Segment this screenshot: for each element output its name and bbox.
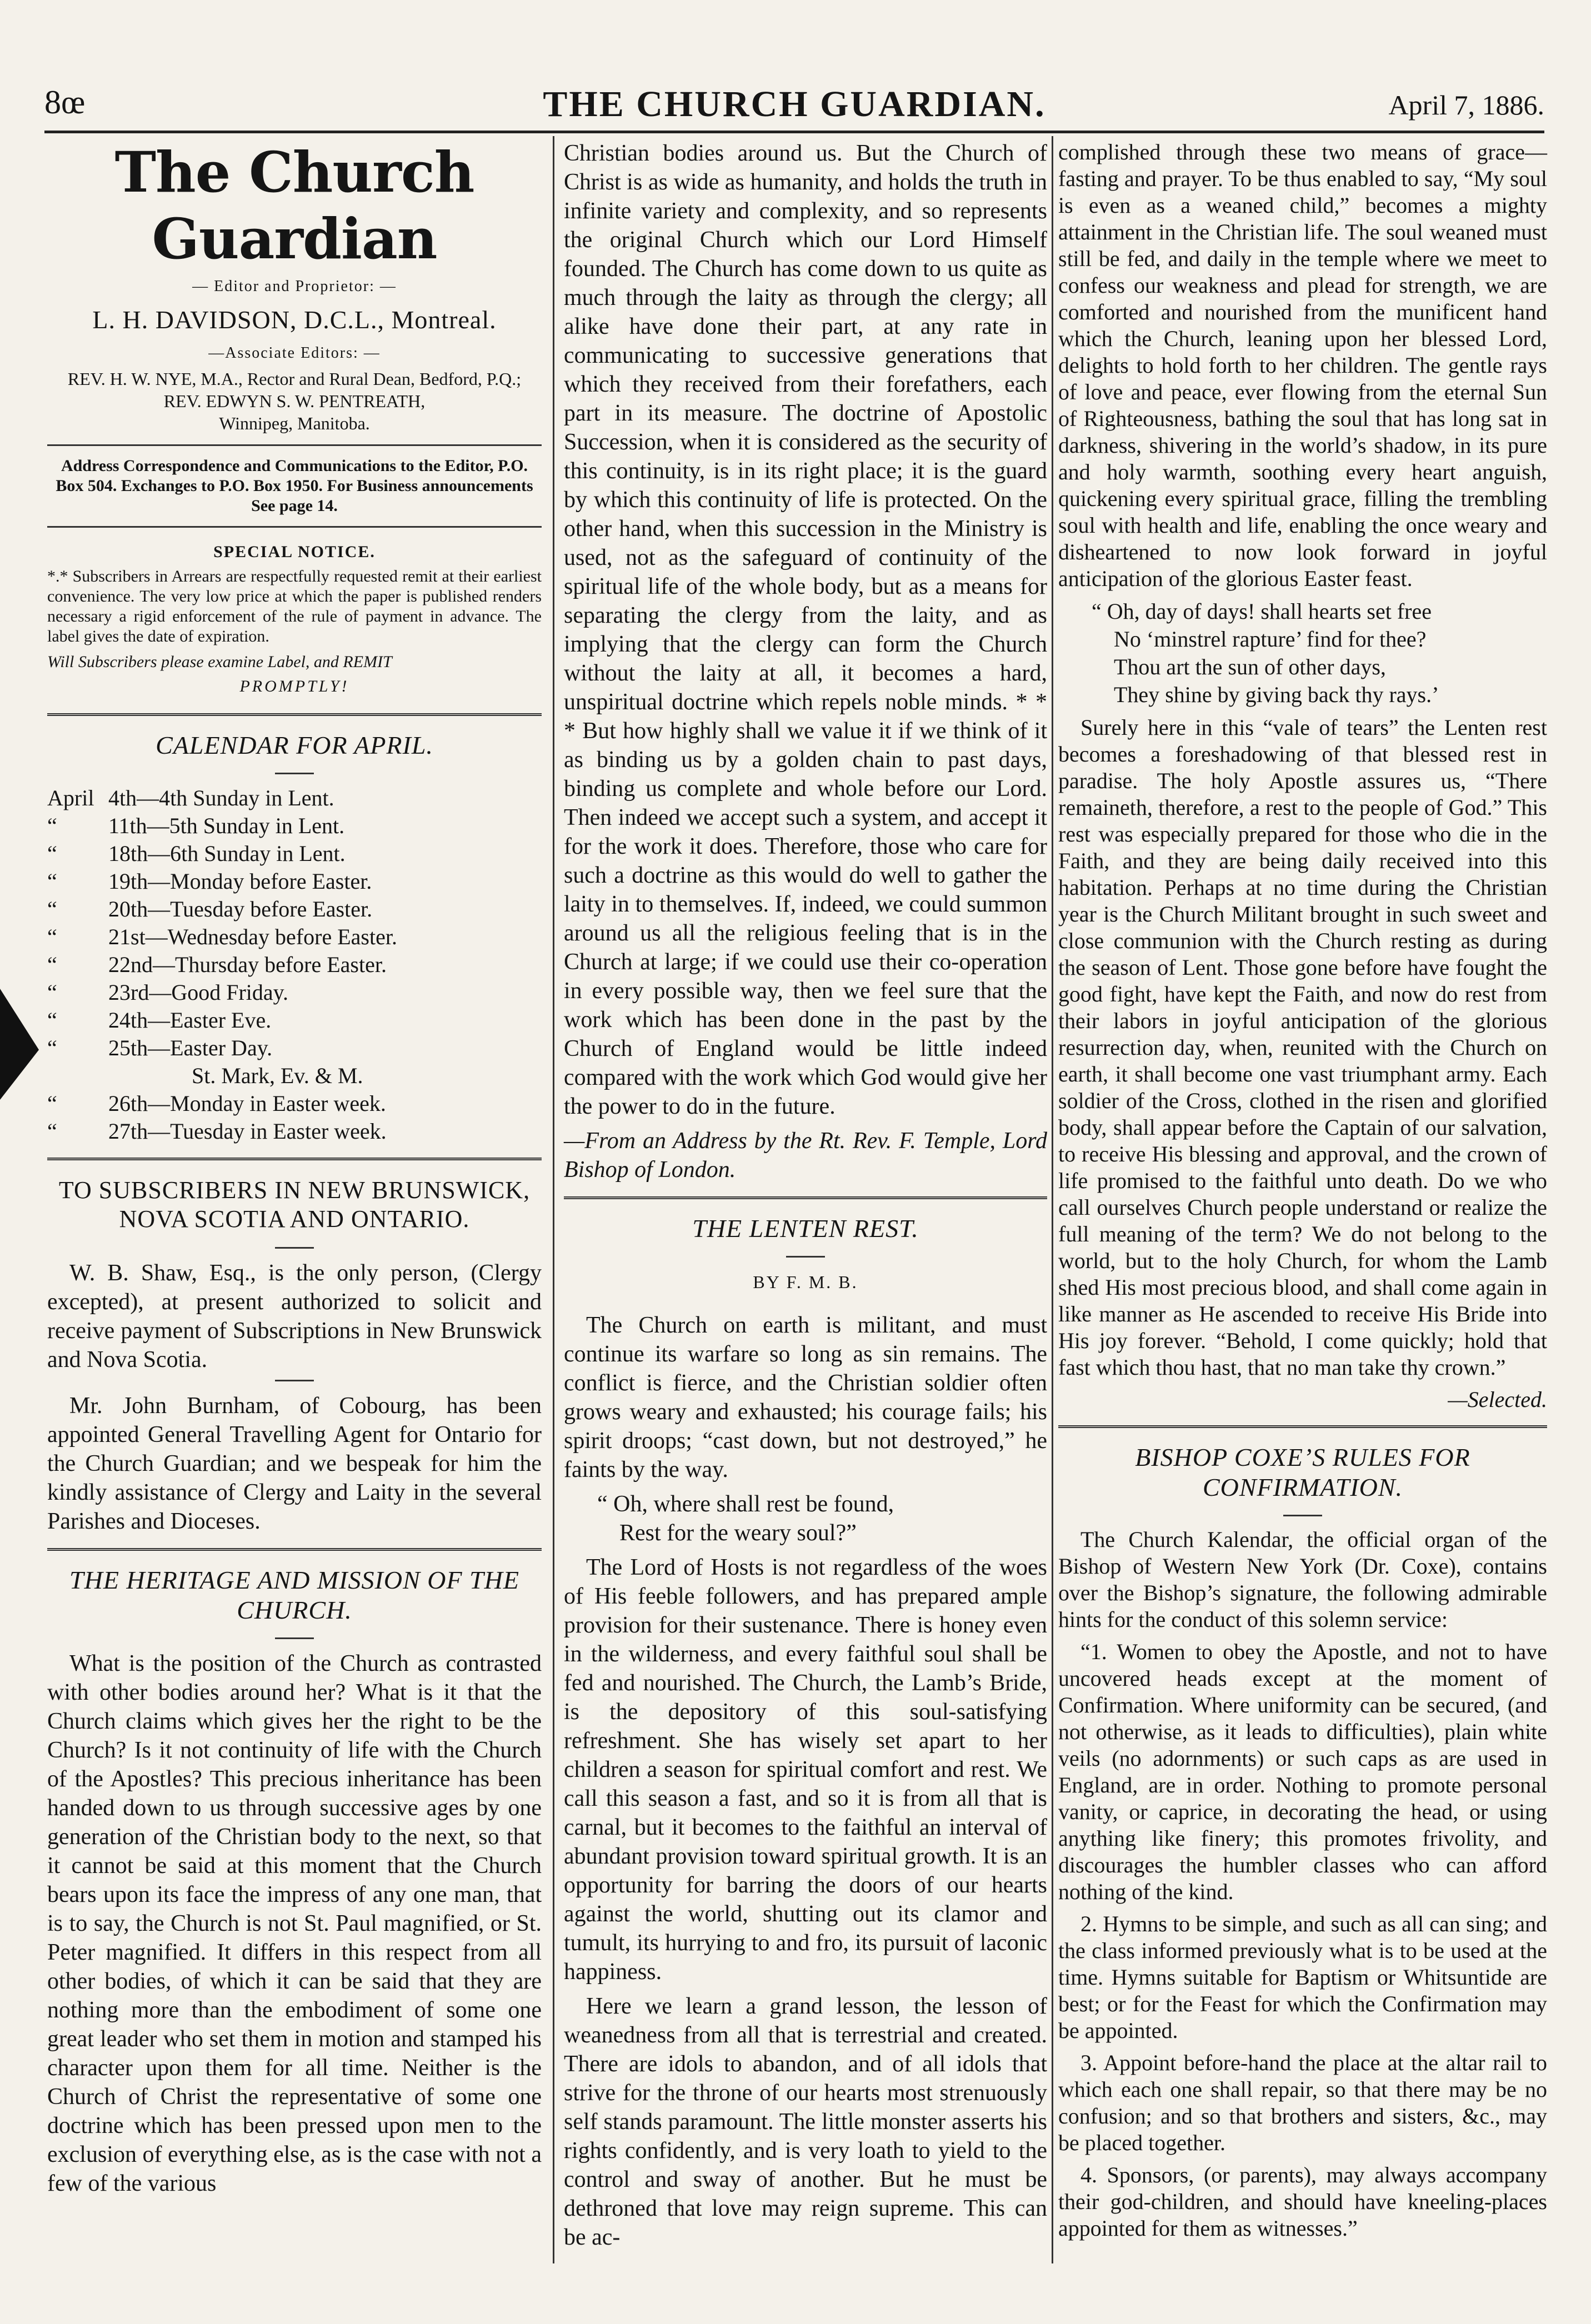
calendar-row xyxy=(47,1034,542,1062)
special-notice-signature-2: PROMPTLY! xyxy=(239,677,349,695)
calendar-prefix: “ xyxy=(47,1119,57,1144)
calendar-row xyxy=(47,840,542,868)
lenten-paragraph-2: The Lord of Hosts is not regardless of the woes of His feeble followers, and has prepared ample provision for their sustenance. There is honey even in the wilderness, and every faithful soul shall be fed and nourished. The Church, the Lamb’s Bride, is the depository of this soul-satisfying refreshment. She has wisely set apart to her children a season for spiritual comfort and rest. We call this season a fast, and so it is from all that is carnal, but it becomes to the faithful an interval of abundant provision toward spiritual growth. It is an opportunity for barring the doors of our hearts against the world, shutting out its clamor and tumult, its hurrying to and fro, its pursuit of laconic happiness. xyxy=(564,1555,1047,1985)
calendar-prefix: “ xyxy=(47,841,57,866)
calendar-text: 4th—4th Sunday in Lent. xyxy=(108,785,334,810)
calendar-prefix: “ xyxy=(47,896,57,921)
coxe-rule-1: “1. Women to obey the Apostle, and not to have uncovered heads except at the moment of Confirmation. Where uniformity can be secured, (and not otherwise, as it leads to difficulties), plain white veils (no adornments) or such caps as are used in England, are in order. Nothing to promote personal vanity, or caprice, in decorating the head, or using anything like finery; this promotes frivolity, and discourages the humbler classes who can afford nothing of the kind. xyxy=(1058,1639,1547,1904)
editor-name: L. H. DAVIDSON, D.C.L., Montreal. xyxy=(92,305,497,334)
calendar-prefix: “ xyxy=(47,980,57,1005)
calendar-prefix: “ xyxy=(47,869,57,894)
lenten-poem-1 xyxy=(597,1490,1047,1547)
page-number: 8œ xyxy=(44,84,86,121)
calendar-row xyxy=(47,868,542,895)
calendar-text: 25th—Easter Day. xyxy=(108,1035,273,1060)
lenten-paragraph-3: Here we learn a grand lesson, the lesson of weanedness from all that is terrestrial and created. There are idols to abandon, and of all idols that strive for the throne of our hearts most strenuously self stands paramount. The little monster asserts his rights confidently, and is very loath to yield to the control and sway of another. But he must be dethroned that love may reign supreme. This can be ac- xyxy=(564,1994,1047,2250)
poem-line: Thou art the sun of other days, xyxy=(1114,654,1386,679)
short-rule xyxy=(786,1256,825,1258)
lenten-source: —Selected. xyxy=(1448,1387,1547,1412)
special-notice-signature: Will Subscribers please examine Label, and REMIT xyxy=(47,653,392,671)
double-divider xyxy=(564,1196,1047,1201)
calendar-title: CALENDAR FOR APRIL. xyxy=(156,731,433,759)
column-2 xyxy=(564,139,1047,2257)
calendar-row xyxy=(47,895,542,923)
lenten-paragraph-4: complished through these two means of grace—fasting and prayer. To be thus enabled to say, “My soul is even as a weaned child,” becomes a mighty attainment in the Christian life. The soul weaned must still be fed, and daily in the temple where we meet to confess our weakness and plead for strength, we are comforted and nourished from the munificent hand which the Church, leaning upon her blessed Lord, delights to hold forth to her children. The gentle rays of love and peace, ever flowing from the eternal Sun of Righteousness, bathing the soul that has long sat in darkness, shivering in the world’s shadow, in its pure and holy warmth, soothing every heart anguish, quickening every spiritual grace, filling the trembling soul with health and life, enabling the once weary and disheartened to now look forward in joyful anticipation of the glorious Easter feast. xyxy=(1058,139,1547,591)
subscribers-paragraph-1: W. B. Shaw, Esq., is the only person, (Clergy excepted), at present authorized to solicit and receive payment of Subscriptions in New Brunswick and Nova Scotia. xyxy=(47,1260,542,1373)
coxe-title: BISHOP COXE’S RULES FOR CONFIRMATION. xyxy=(1135,1443,1470,1501)
poem-line: They shine by giving back thy rays.’ xyxy=(1114,682,1439,707)
calendar-text: 19th—Monday before Easter. xyxy=(108,869,372,894)
calendar-text: 24th—Easter Eve. xyxy=(108,1008,272,1033)
subscribers-paragraph-2: Mr. John Burnham, of Cobourg, has been appointed General Travelling Agent for Ontario for the Church Guardian; and we bespeak for him the kindly assistance of Clergy and Laity in the several Parishes and Dioceses. xyxy=(47,1393,542,1534)
short-rule xyxy=(1283,1515,1322,1516)
calendar-text: 18th—6th Sunday in Lent. xyxy=(108,841,346,866)
heritage-title: THE HERITAGE AND MISSION OF THE CHURCH. xyxy=(69,1566,519,1624)
calendar-text: 20th—Tuesday before Easter. xyxy=(108,896,373,921)
calendar-row xyxy=(47,923,542,951)
associate-editor-2: Winnipeg, Manitoba. xyxy=(219,413,370,433)
poem-line: “ Oh, where shall rest be found, xyxy=(597,1491,894,1517)
poem-line: No ‘minstrel rapture’ find for thee? xyxy=(1114,627,1427,652)
associate-label: —Associate Editors: — xyxy=(208,344,381,362)
lenten-poem-2 xyxy=(1092,598,1547,709)
calendar-prefix: “ xyxy=(47,924,57,949)
calendar-prefix: April xyxy=(47,785,94,810)
heritage-paragraph-1: What is the position of the Church as contrasted with other bodies around her? What is it that the Church claims which gives her the right to be the Church? Is it not continuity of life with the Church of the Apostles? This precious inheritance has been handed down to us through successive ages by one generation of the Christian body to the next, so that it cannot be said at this moment that the Church bears upon its face the impress of any one man, that is to say, the Church is not St. Paul magnified, or St. Peter magnified. It differs in this respect from all other bodies, of which it can be said that they are nothing more than the embodiment of some one great leader who set them in motion and stamped his character upon them for all time. Neither is the Church of Christ the representative of some one doctrine which has been pressed upon men to the exclusion of everything else, as is the case with not a few of the various xyxy=(47,1651,542,2196)
short-rule xyxy=(275,1247,314,1249)
short-rule xyxy=(275,1380,314,1381)
subscribers-title: TO SUBSCRIBERS IN NEW BRUNSWICK, NOVA SCOTIA AND ONTARIO. xyxy=(58,1176,531,1233)
calendar-prefix: “ xyxy=(47,952,57,977)
coxe-rule-3: 3. Appoint before-hand the place at the altar rail to which each one shall repair, so that there may be no confusion; and so that brothers and sisters, &c., may be placed together. xyxy=(1058,2050,1547,2155)
lenten-title: THE LENTEN REST. xyxy=(692,1214,919,1243)
calendar-text: St. Mark, Ev. & M. xyxy=(192,1063,363,1088)
lenten-paragraph-5: Surely here in this “vale of tears” the Lenten rest becomes a foreshadowing of that blessed rest in paradise. The holy Apostle assures us, “There remaineth, therefore, a rest to the people of God.” This rest was especially prepared for those who die in the Faith, and they are being daily received into this habitation. Perhaps at no time during the Christian year is the Church Militant brought in such sweet and close communion with the Church resting as during the season of Lent. Those gone before have fought the good fight, have kept the Faith, and now do rest from their labors in joyful anticipation of the glorious resurrection day, when, reunited with the Church on earth, it shall become one vast triumphant army. Each soldier of the Cross, clothed in the risen and glorified body, shall appear before the Captain of our salvation, to receive His blessing and approval, and the crown of life promised to the faithful unto death. Do we who call ourselves Church people understand or realize the full meaning of the term? We do not belong to the world, but to the holy Church, for whom the Lamb shed His most precious blood, and shall come again in like manner as He ascended to receive His Bride into His joy forever. “Behold, I come quickly; hold that fast which thou hast, that no man take thy crown.” xyxy=(1058,715,1547,1380)
coxe-rule-2: 2. Hymns to be simple, and such as all can sing; and the class informed previously what is to be used at the time. Hymns suitable for Baptism or Whitsuntide are best; or for the Feast for which the Confirmation may be appointed. xyxy=(1058,1911,1547,2043)
calendar-text: 11th—5th Sunday in Lent. xyxy=(108,813,345,838)
poem-line: “ Oh, day of days! shall hearts set free xyxy=(1092,599,1432,624)
special-notice-body: *.* Subscribers in Arrears are respectfully requested remit at their earliest convenience. The very low price at which the paper is published renders necessary a rigid enforcement of the rule of payment in advance. The label gives the date of expiration. xyxy=(47,567,542,645)
calendar-text: 27th—Tuesday in Easter week. xyxy=(108,1119,387,1144)
associate-editor-1: REV. H. W. NYE, M.A., Rector and Rural Dean, Bedford, P.Q.; REV. EDWYN S. W. PENTREATH, xyxy=(67,369,522,411)
calendar-prefix: “ xyxy=(47,813,57,838)
page-title: THE CHURCH GUARDIAN. xyxy=(543,84,1046,124)
calendar-text: 23rd—Good Friday. xyxy=(108,980,289,1005)
running-head xyxy=(44,83,1544,128)
calendar-text: 21st—Wednesday before Easter. xyxy=(108,924,397,949)
margin-pointer-mark xyxy=(0,989,39,1100)
poem-line: Rest for the weary soul?” xyxy=(619,1520,857,1546)
calendar-prefix: “ xyxy=(47,1035,57,1060)
short-rule xyxy=(275,773,314,774)
calendar-row xyxy=(47,951,542,979)
calendar-row xyxy=(47,1062,542,1090)
divider xyxy=(47,526,542,528)
divider xyxy=(47,444,542,446)
lenten-byline: BY F. M. B. xyxy=(753,1272,858,1292)
column-1 xyxy=(47,139,542,2203)
column-3 xyxy=(1058,139,1547,2247)
column-divider-1 xyxy=(553,136,554,2263)
masthead-title: The Church Guardian xyxy=(114,139,474,272)
calendar-row xyxy=(47,1090,542,1118)
calendar-row xyxy=(47,812,542,840)
double-divider xyxy=(47,1548,542,1553)
calendar-text: 26th—Monday in Easter week. xyxy=(108,1091,386,1116)
calendar-prefix xyxy=(47,1062,108,1090)
heritage-paragraph-2: Christian bodies around us. But the Church of Christ is as wide as humanity, and holds the truth in infinite variety and complexity, and so represents the original Church which our Lord Himself founded. The Church has come down to us quite as much through the laity as through the clergy; all alike have done their part, at any rate in communicating to successive generations that which they received from their forefathers, each part in its measure. The doctrine of Apostolic Succession, when it is considered as the security of this continuity, is in its right place; it is the guard by which this continuity of life is protected. On the other hand, when this succession in the Ministry is used, not as the safeguard of continuity of the spiritual life of the whole body, but as a means for separating the clergy from the laity, and as implying that the clergy can form the Church without the laity at all, it becomes a hard, unspiritual doctrine which repels noble minds. * * * But how highly shall we value it if we think of it as binding us by a golden chain to past days, binding us complete and whole before our Lord. Then indeed we accept such a system, and accept it for the work it does. Therefore, those who care for such a doctrine as this would do well to gather the laity in to themselves. If, indeed, we could summon around us all the religious feeling that is in the Church at large; if we could use their co-operation in every possible way, then we feel sure that the work which has been done in the past by the Church of England would be little indeed compared with the work which God would give her the power to do in the future. xyxy=(564,141,1047,1119)
calendar-text: 22nd—Thursday before Easter. xyxy=(108,952,387,977)
coxe-intro: The Church Kalendar, the official organ of the Bishop of Western New York (Dr. Coxe), contains over the Bishop’s signature, the following admirable hints for the conduct of this solemn service: xyxy=(1058,1527,1547,1632)
calendar-row xyxy=(47,784,542,812)
editor-label: — Editor and Proprietor: — xyxy=(192,278,397,295)
header-rule xyxy=(44,131,1544,133)
lenten-paragraph-1: The Church on earth is militant, and must continue its warfare so long as sin remains. The conflict is fierce, and the Christian soldier often grows weary and exhausted; his courage fails; his spirit droops; “cast down, but not destroyed,” he faints by the way. xyxy=(564,1313,1047,1482)
calendar-list xyxy=(47,784,542,1145)
special-notice-title: SPECIAL NOTICE. xyxy=(213,543,376,561)
issue-date: April 7, 1886. xyxy=(1388,89,1544,121)
calendar-prefix: “ xyxy=(47,1091,57,1116)
address-notice: Address Correspondence and Communications to the Editor, P.O. Box 504. Exchanges to P.O. Box 1950. For Business announcements See page 14. xyxy=(56,457,533,515)
calendar-row xyxy=(47,1006,542,1034)
double-divider xyxy=(1058,1425,1547,1430)
double-divider xyxy=(47,713,542,718)
column-divider-2 xyxy=(1052,136,1053,2263)
short-rule xyxy=(275,1637,314,1639)
double-divider xyxy=(47,1158,542,1163)
coxe-rule-4: 4. Sponsors, (or parents), may always accompany their god-children, and should have kneeling-places appointed for them as witnesses.” xyxy=(1058,2162,1547,2241)
heritage-source: —From an Address by the Rt. Rev. F. Temple, Lord Bishop of London. xyxy=(564,1128,1047,1183)
calendar-row xyxy=(47,979,542,1006)
calendar-prefix: “ xyxy=(47,1008,57,1033)
calendar-row xyxy=(47,1118,542,1145)
